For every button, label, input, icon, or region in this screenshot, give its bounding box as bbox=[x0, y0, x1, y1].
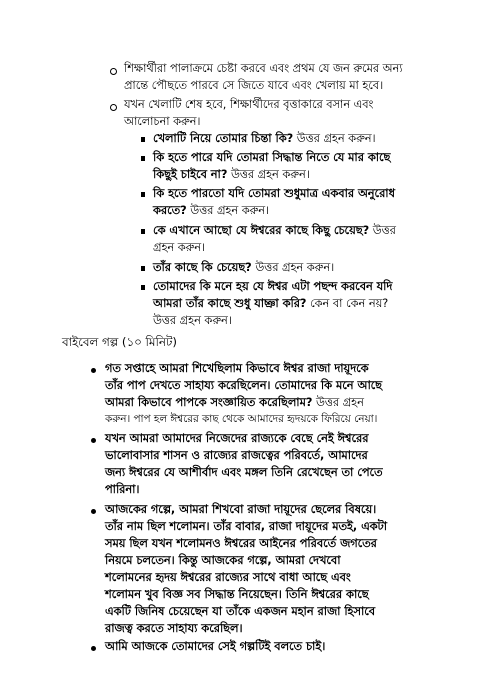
question-line: খেলাটি নিয়ে তোমার চিন্তা কি? উত্তর গ্রহন করুন। bbox=[153, 132, 376, 145]
story-line: শলোমনের হৃদয় ঈশ্বরের রাজ্যের সাথে বাধা আছে এবং bbox=[105, 571, 351, 584]
square-bullet-icon bbox=[141, 192, 145, 197]
story-line: নিয়মে চলতেন। কিন্তু আজকের গল্পে, আমরা দেখবো bbox=[105, 554, 341, 567]
story-line: যখন আমরা আমাদের নিজেদের রাজ্যকে বেছে নেই ঈশ্বরের bbox=[105, 432, 369, 445]
bullet-icon bbox=[91, 509, 96, 514]
story-line: সময় ছিল যখন শলোমনও ঈশ্বরের আইনের পরিবর্তে জগতের bbox=[105, 537, 377, 550]
question-line: কিছুই চাইবে না? উত্তর গ্রহন করুন। bbox=[153, 168, 310, 181]
story-line: পারিনা। bbox=[105, 483, 140, 496]
story-line: ভালোবাসার শাসন ও রাজ্যের রাজত্বের পরিবর্তে, আমাদের bbox=[105, 449, 368, 462]
question-line: করতে? উত্তর গ্রহন করুন। bbox=[153, 204, 270, 217]
story-line: তাঁর পাপ দেখতে সাহায্য করেছিলেন। তোমাদের কি মনে আছে bbox=[105, 379, 383, 392]
story-line: জন্য ঈশ্বরের যে আশীর্বাদ এবং মঙ্গল তিনি রেখেছেন তা পেতে bbox=[105, 466, 383, 479]
story-line: আমরা কিভাবে পাপকে সংজ্ঞায়িত করেছিলাম? উত্তর গ্রহন bbox=[105, 396, 364, 409]
square-bullet-icon bbox=[141, 266, 145, 271]
question-line: কি হতে পারতো যদি তোমরা শুধুমাত্র একবার অনুরোধ bbox=[153, 187, 395, 200]
square-bullet-icon bbox=[141, 137, 145, 142]
story-line: গত সপ্তাহে আমরা শিখেছিলাম কিভাবে ঈশ্বর রাজা দায়ূদকে bbox=[105, 362, 369, 375]
question-line: কে এখানে আছো যে ঈশ্বরের কাছে কিছু চেয়েছ? উত্তর bbox=[153, 224, 396, 237]
story-line: একটি জিনিষ চেয়েছেন যা তাঁকে একজন মহান রাজা হিসাবে bbox=[105, 605, 376, 618]
bullet-icon bbox=[91, 438, 96, 443]
question-line: গ্রহন করুন। bbox=[153, 241, 206, 254]
story-line: রাজত্ব করতে সাহায্য করেছিল। bbox=[105, 622, 243, 635]
story-line: আজকের গল্পে, আমরা শিখবো রাজা দায়ূদের ছেলের বিষয়ে। bbox=[105, 503, 377, 516]
question-line: আমরা তাঁর কাছে শুধু যাচ্ঞা করি? কেন বা কেন নয়? bbox=[153, 297, 389, 310]
intro-line: শিক্ষার্থীরা পালাক্রমে চেষ্টা করবে এবং প্রথম যে জন রুমের অন্য bbox=[124, 62, 403, 75]
intro-line: আলোচনা করুন। bbox=[124, 115, 201, 128]
intro-line: যখন খেলাটি শেষ হবে, শিক্ষার্থীদের বৃত্তাকারে বসান এবং bbox=[124, 98, 374, 111]
square-bullet-icon bbox=[141, 285, 145, 290]
question-line: তোমাদের কি মনে হয় যে ঈশ্বর এটা পছন্দ করবেন যদি bbox=[153, 280, 393, 293]
question-line: কি হতে পারে যদি তোমরা সিদ্ধান্ত নিতে যে মার কাছে bbox=[153, 151, 391, 164]
story-line: তাঁর নাম ছিল শলোমন। তাঁর বাবার, রাজা দায়ূদের মতই, একটা bbox=[105, 520, 387, 533]
square-bullet-icon bbox=[141, 229, 145, 234]
intro-line: প্রান্তে পৌছতে পারবে সে জিতে যাবে এবং খেলায় মা হবে। bbox=[124, 79, 384, 92]
story-line: আমি আজকে তোমাদের সেই গল্পটিই বলতে চাই। bbox=[105, 640, 326, 653]
bullet-icon bbox=[91, 646, 96, 651]
square-bullet-icon bbox=[141, 156, 145, 161]
question-line: তাঁর কাছে কি চেয়েছ? উত্তর গ্রহন করুন। bbox=[153, 261, 335, 274]
section-heading: বাইবেল গল্প (১০ মিনিট) bbox=[62, 335, 177, 349]
story-line: করুন। পাপ হল ঈশ্বরের কাছ থেকে আমাদের হৃদয়কে ফিরিয়ে নেয়া। bbox=[105, 413, 378, 425]
question-line: উত্তর গ্রহন করুন। bbox=[153, 314, 232, 327]
circle-bullet-icon bbox=[110, 104, 117, 111]
story-line: শলোমন খুব বিজ্ঞ সব সিদ্ধান্ত নিয়েছেন। তিনি ঈশ্বরের কাছে bbox=[105, 588, 369, 601]
circle-bullet-icon bbox=[110, 68, 117, 75]
bullet-icon bbox=[91, 368, 96, 373]
